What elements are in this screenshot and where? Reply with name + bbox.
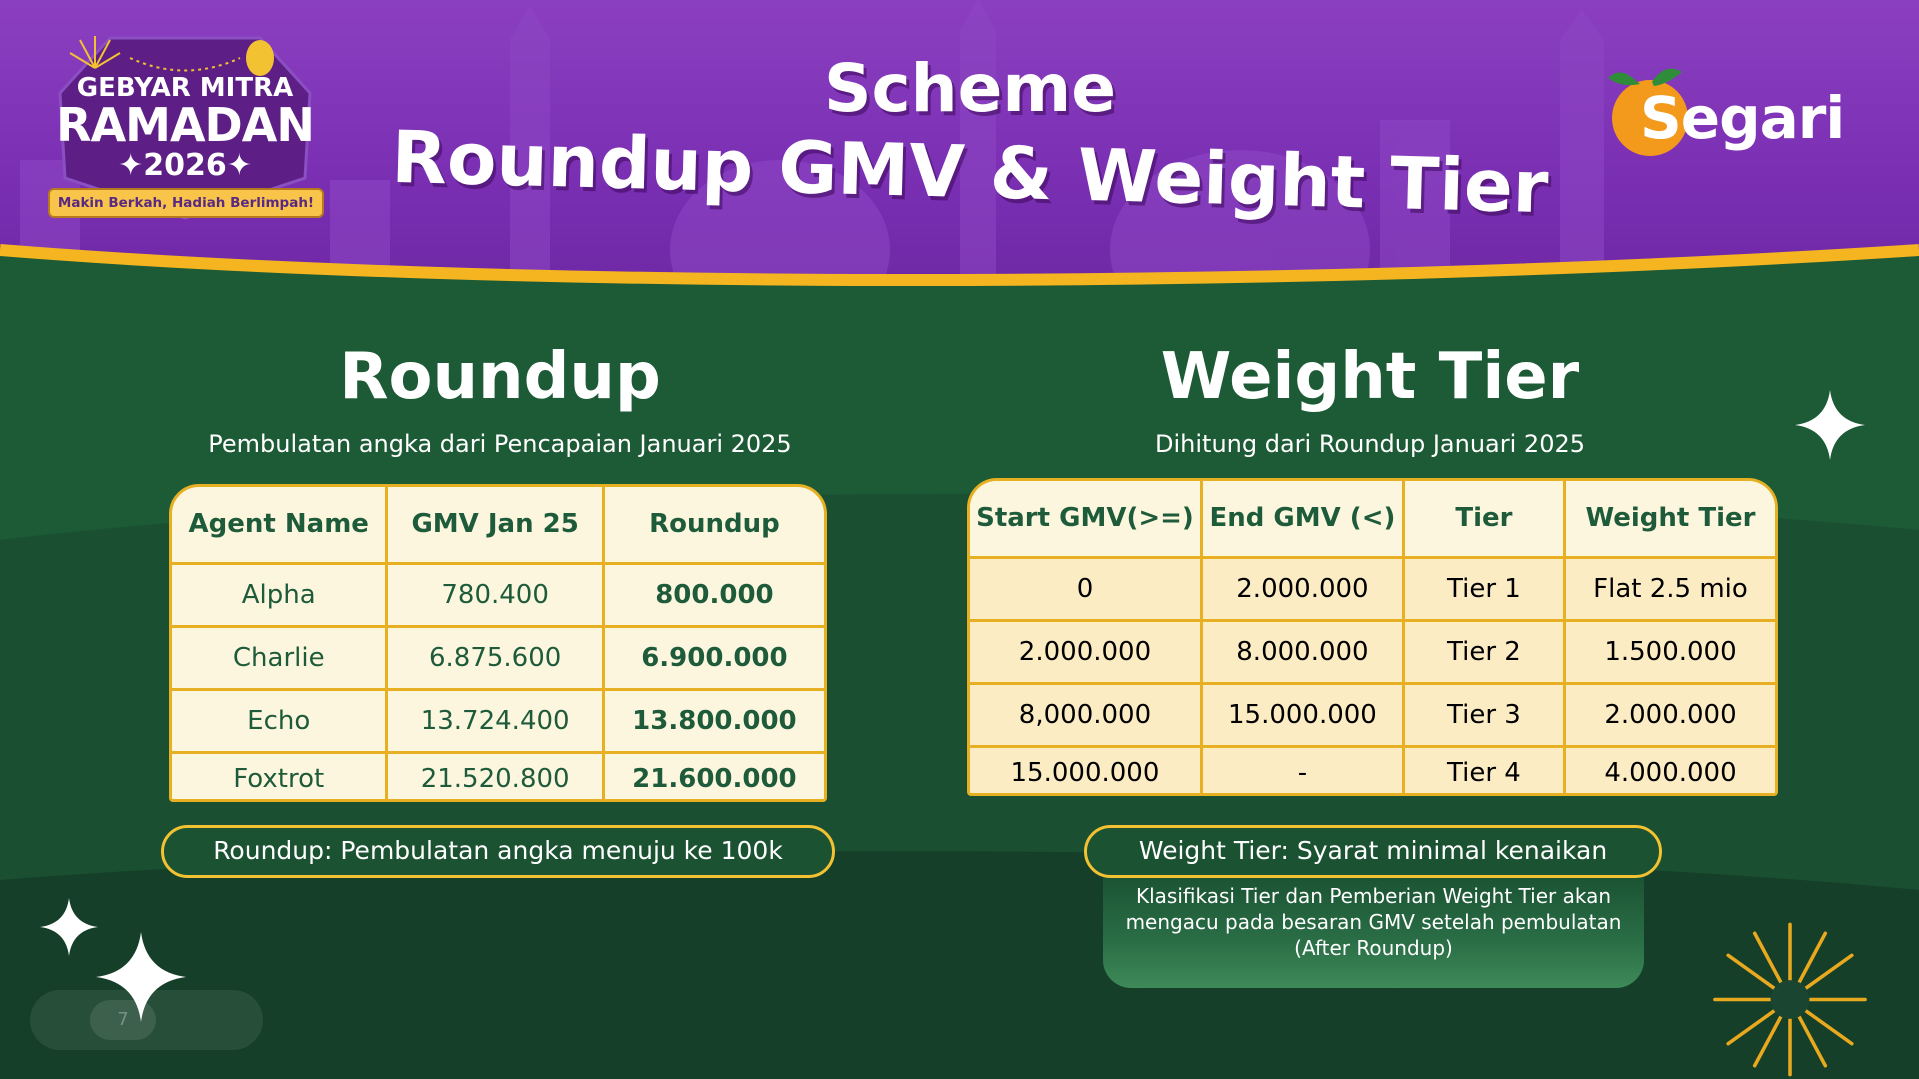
roundup-heading: Roundup <box>339 340 661 414</box>
event-badge-line2: RAMADAN <box>56 98 314 152</box>
roundup-col-gmv: GMV Jan 25 <box>387 487 603 563</box>
event-badge <box>40 18 330 223</box>
weight-cell: 2.000.000 <box>1564 683 1775 746</box>
weight-cell: 4.000.000 <box>1564 746 1775 796</box>
event-badge-year: ✦2026✦ <box>118 148 252 183</box>
roundup-cell: 13.800.000 <box>603 689 824 752</box>
tier-cell: Tier 1 <box>1403 557 1564 620</box>
weight-tier-heading: Weight Tier <box>1160 340 1580 414</box>
table-row <box>172 689 824 752</box>
gmv-cell: 21.520.800 <box>387 752 603 802</box>
weight-tier-detail: Klasifikasi Tier dan Pemberian Weight Tier akan mengacu pada besaran GMV setelah pembulatan (After Roundup) <box>1103 873 1644 988</box>
roundup-subtitle: Pembulatan angka dari Pencapaian Januari 2025 <box>208 430 792 458</box>
weight-tier-note: Weight Tier: Syarat minimal kenaikan <box>1084 825 1662 878</box>
start-gmv-cell: 2.000.000 <box>970 620 1201 683</box>
agent-name-cell: Alpha <box>172 563 387 626</box>
start-gmv-cell: 15.000.000 <box>970 746 1201 796</box>
end-gmv-cell: - <box>1201 746 1403 796</box>
roundup-cell: 21.600.000 <box>632 764 797 795</box>
roundup-col-roundup: Roundup <box>603 487 824 563</box>
table-row <box>172 626 824 689</box>
roundup-cell: 6.900.000 <box>603 626 824 689</box>
table-row <box>970 683 1775 746</box>
roundup-col-agent: Agent Name <box>172 487 387 563</box>
event-badge-tagline: Makin Berkah, Hadiah Berlimpah! <box>48 188 324 218</box>
tier-cell: Tier 2 <box>1403 620 1564 683</box>
weight-tier-subtitle: Dihitung dari Roundup Januari 2025 <box>1155 430 1585 458</box>
table-row <box>970 746 1775 796</box>
start-gmv-cell: 8,000.000 <box>970 683 1201 746</box>
gmv-cell: 6.875.600 <box>387 626 603 689</box>
roundup-table <box>169 484 827 802</box>
weight-tier-table <box>967 478 1778 796</box>
tier-cell: Tier 3 <box>1403 683 1564 746</box>
roundup-cell: 800.000 <box>603 563 824 626</box>
weight-cell: Flat 2.5 mio <box>1564 557 1775 620</box>
end-gmv-cell: 2.000.000 <box>1201 557 1403 620</box>
roundup-note: Roundup: Pembulatan angka menuju ke 100k <box>161 825 835 878</box>
end-gmv-cell: 8.000.000 <box>1201 620 1403 683</box>
gmv-cell: 780.400 <box>387 563 603 626</box>
tier-col-tier: Tier <box>1403 481 1564 557</box>
start-gmv-cell: 0 <box>970 557 1201 620</box>
page-title-line1: Scheme <box>824 50 1116 127</box>
agent-name-cell: Charlie <box>172 626 387 689</box>
header-wave <box>0 230 1919 320</box>
end-gmv-cell: 15.000.000 <box>1201 683 1403 746</box>
table-row <box>172 563 824 626</box>
event-badge-line1: GEBYAR MITRA <box>76 73 294 103</box>
tier-cell: Tier 4 <box>1403 746 1564 796</box>
page-title-line2: Roundup GMV & Weight Tier <box>390 114 1550 230</box>
sunburst-icon <box>1700 920 1880 1079</box>
sparkle-icon <box>40 898 98 956</box>
brand-name: Segari <box>1640 84 1845 152</box>
weight-cell: 1.500.000 <box>1564 620 1775 683</box>
agent-name-cell: Echo <box>172 689 387 752</box>
table-row <box>970 557 1775 620</box>
page-number: 7 <box>90 1000 156 1040</box>
tier-col-weight: Weight Tier <box>1564 481 1775 557</box>
agent-name-cell: Foxtrot <box>172 752 387 802</box>
gmv-cell: 13.724.400 <box>387 689 603 752</box>
table-row <box>172 752 824 802</box>
tier-col-end: End GMV (<) <box>1201 481 1403 557</box>
sparkle-icon <box>1795 390 1865 460</box>
tier-col-start: Start GMV(>=) <box>970 481 1201 557</box>
table-row <box>970 620 1775 683</box>
